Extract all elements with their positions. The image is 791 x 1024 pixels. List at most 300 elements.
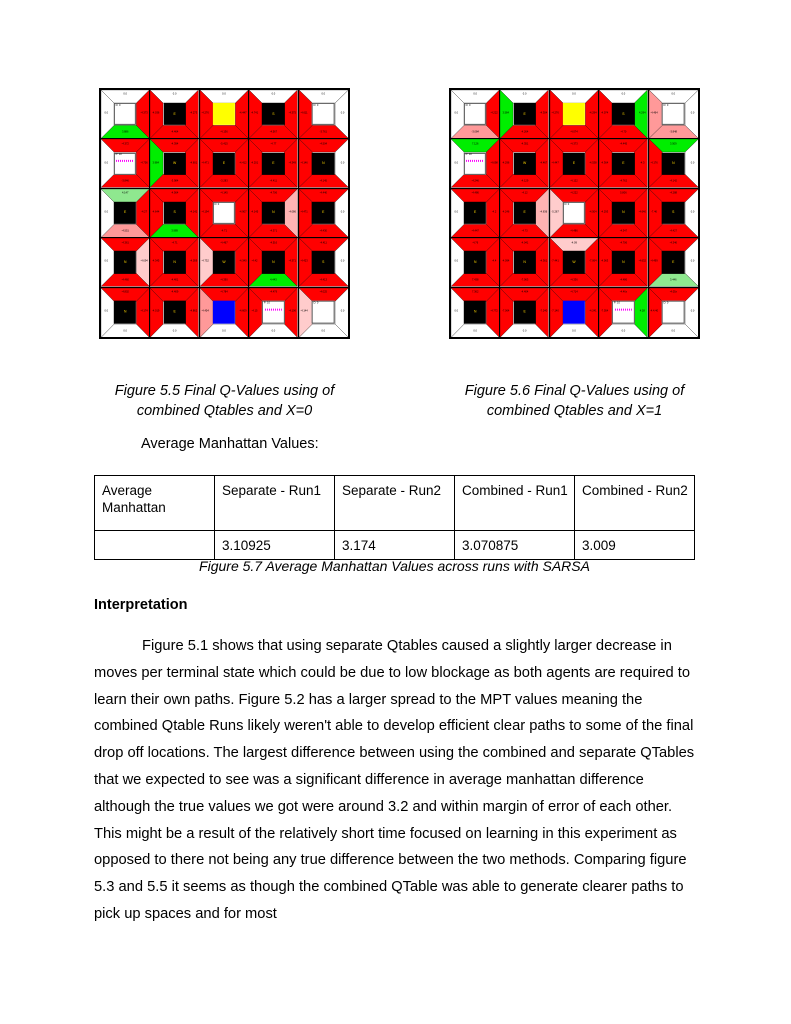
cell-center-open xyxy=(114,103,136,125)
cell-action-letter: N xyxy=(473,309,477,314)
qvalue-s: -4.427 xyxy=(669,229,677,233)
cell-action-letter: N xyxy=(272,210,275,215)
qvalue-s: -4.567 xyxy=(269,130,278,134)
qgrid-cell-r4-c2 xyxy=(200,288,249,337)
qvalue-w: -4.471 xyxy=(201,161,209,165)
qvalue-e: -4.640 xyxy=(638,210,646,214)
qgrid-cell-r4-c1 xyxy=(500,288,549,337)
qvalue-w: -7.054 xyxy=(600,310,609,313)
qvalue-w: -4.194 xyxy=(201,210,209,214)
qvalue-e: -4.636 xyxy=(539,210,548,214)
cell-center-blocked xyxy=(163,103,185,125)
qgrid-cell-r3-c2 xyxy=(550,238,599,287)
table-header-cell-4: Combined - Run2 xyxy=(575,476,695,531)
qvalue-s: -4.129 xyxy=(520,180,529,184)
qvalue-n: -4.346 xyxy=(669,241,677,245)
paragraph-text: Figure 5.1 shows that using separate Qtables caused a slightly larger decrease in moves per terminal state which could be due to low blockage as both agents are required to learn their own paths. Figure 5.2 has a larger spread to the MPT values meaning the combined Qtable Runs likely weren't able to develop efficient clear paths to some of the final drop off locations. The largest difference between using the combined and separate QTables that we expected to see was a significant difference in average manhattan difference although the true values we got were around 3.2 and within margin of error of each other. This might be a result of the relatively short time focused on learning in this experiment as opposed to there not being any true difference between the two methods. Comparing figure 5.3 and 5.5 it seems as though the combined QTable was able to generate clearer paths to pick up spaces and for most xyxy=(94,638,695,922)
qvalue-e: 4.28 xyxy=(639,310,645,313)
qvalue-e: -4.467 xyxy=(539,161,548,165)
cell-center-open xyxy=(114,152,136,174)
qgrid-cell-r4-c3 xyxy=(599,288,648,337)
average-manhattan-label: Average Manhattan Values: xyxy=(141,436,319,452)
qvalue-n: 0.0 xyxy=(123,93,127,97)
cell-center-open xyxy=(464,103,486,125)
qvalue-e: -4.241 xyxy=(589,310,597,313)
cell-center-blocked xyxy=(464,202,486,224)
qgrid-cell-r3-c0 xyxy=(101,238,150,287)
qvalue-w: -4.293 xyxy=(600,210,609,214)
qvalue-s: 3.446 xyxy=(670,278,677,282)
qvalue-n: -4.706 xyxy=(619,241,628,245)
cell-tag-label: D: 0 xyxy=(214,202,220,206)
interpretation-heading: Interpretation xyxy=(94,597,188,613)
qvalue-n: -4.409 xyxy=(170,290,179,294)
cell-tag-label: D: 0 xyxy=(564,202,570,206)
table-cell-0-4: 3.009 xyxy=(575,531,695,560)
qgrid-cell-r0-c1 xyxy=(500,90,549,139)
cell-action-letter: W xyxy=(572,259,576,264)
qvalue-e: 0.0 xyxy=(690,210,695,214)
qvalue-e: -4.632 xyxy=(638,260,646,264)
qvalue-n: -5.415 xyxy=(220,142,228,146)
qvalue-w: -4.471 xyxy=(300,210,308,214)
qvalue-w: -4.423 xyxy=(300,260,308,264)
cell-action-letter: N xyxy=(672,160,675,165)
qvalue-n: -4.71 xyxy=(171,241,178,245)
qvalue-w: -4.364 xyxy=(600,161,609,165)
cell-tag-label: D: 0 xyxy=(663,301,669,305)
qvalue-s: -4.762 xyxy=(619,180,628,184)
qgrid-cell-r2-c1 xyxy=(500,189,549,238)
cell-tag-label: D: 0 xyxy=(115,103,121,107)
qvalue-n: -4.802 xyxy=(121,290,129,294)
qvalue-e: 0.0 xyxy=(340,161,345,165)
qgrid-cells-1 xyxy=(101,90,348,337)
qgrid-cell-r2-c3 xyxy=(599,189,648,238)
qvalue-w: -4.611 xyxy=(300,111,308,115)
qvalue-n: -4.372 xyxy=(121,142,129,146)
qvalue-s: -3.283 xyxy=(220,180,228,184)
qvalue-s: -4.336 xyxy=(570,278,578,282)
passenger-stripe-marker xyxy=(614,309,632,311)
cell-action-letter: N xyxy=(523,259,526,264)
cell-action-letter: N xyxy=(473,259,477,264)
qvalue-n: -4.504 xyxy=(319,142,327,146)
cell-center-blocked xyxy=(612,251,634,273)
cell-action-letter: S xyxy=(672,210,675,215)
qvalue-n: 5.806 xyxy=(620,191,627,195)
qvalue-s: -4.145 xyxy=(319,180,327,184)
cell-center-blocked xyxy=(513,251,535,273)
table-header-cell-0: Average Manhattan xyxy=(95,476,215,531)
qvalue-e: -4.772 xyxy=(490,310,498,313)
qgrid-cell-r1-c3 xyxy=(249,139,298,188)
qgrid-cell-r2-c2 xyxy=(550,189,599,238)
qvalue-n: -4.486 xyxy=(471,191,479,195)
qvalue-s: 3.989 xyxy=(171,229,178,233)
qvalue-n: 3.509 xyxy=(670,142,677,146)
qvalue-w: -4.144 xyxy=(300,310,308,313)
qvalue-e: -4.349 xyxy=(288,161,296,165)
cell-action-letter: E xyxy=(322,210,325,215)
qvalue-e: 0.0 xyxy=(340,111,345,115)
qvalue-e: -4.294 xyxy=(589,111,597,115)
cell-center-blocked xyxy=(662,202,685,224)
cell-action-letter: N xyxy=(622,210,625,215)
qvalue-w: -4.345 xyxy=(152,260,160,264)
qvalue-n: 0.0 xyxy=(572,93,576,97)
cell-center-open xyxy=(612,301,634,324)
qvalue-w: -7.46 xyxy=(651,210,657,214)
cell-center-blocked xyxy=(513,103,535,125)
qvalue-e: -4.373 xyxy=(140,111,148,115)
qvalue-n: -4.288 xyxy=(669,191,677,195)
qvalue-e: -7.064 xyxy=(589,260,597,264)
cell-action-letter: W xyxy=(172,160,177,165)
qvalue-n: -4.77 xyxy=(270,142,277,146)
cell-center-open xyxy=(662,301,685,324)
qvalue-n: -4.12 xyxy=(521,191,528,195)
table-cell-0-2: 3.174 xyxy=(335,531,455,560)
qvalue-e: 0.0 xyxy=(340,210,345,214)
qvalue-e: -4.862 xyxy=(189,310,198,313)
cell-center-dropoff xyxy=(213,301,235,324)
qvalue-n: -4.411 xyxy=(319,241,327,245)
cell-tag-label: D: 0 xyxy=(313,103,319,107)
qvalue-s: 7.438 xyxy=(471,278,479,282)
qgrid-cell-r0-c3 xyxy=(249,90,298,139)
qvalue-e: -4.371 xyxy=(288,260,296,264)
qvalue-n: -4.041 xyxy=(520,241,529,245)
qvalue-w: -4.063 xyxy=(600,260,609,264)
qgrid-cell-r0-c0 xyxy=(101,90,150,139)
qvalue-w: -4.464 xyxy=(650,111,658,115)
qvalue-w: 0.0 xyxy=(454,310,459,313)
qvalue-e: -4.538 xyxy=(589,161,597,165)
qvalue-s: -4.413 xyxy=(319,278,327,282)
cell-action-letter: N xyxy=(123,309,127,314)
qvalue-s: -7.063 xyxy=(520,278,529,282)
qgrid-cell-r2-c2 xyxy=(200,189,249,238)
qgrid-cell-r0-c4 xyxy=(649,90,698,139)
cell-action-letter: S xyxy=(272,111,275,116)
cell-action-letter: E xyxy=(173,309,176,314)
qvalue-n: -4.564 xyxy=(170,191,179,195)
qvalue-w: 0.0 xyxy=(454,111,459,115)
qvalue-e: -4.174 xyxy=(140,310,148,313)
qgrid-cell-r4-c1 xyxy=(150,288,199,337)
cell-center-open xyxy=(312,301,335,324)
qvalue-e: 4.294 xyxy=(639,111,646,115)
cell-action-letter: E xyxy=(622,160,625,165)
cell-center-open xyxy=(213,202,235,224)
cell-center-blocked xyxy=(163,152,185,174)
qvalue-w: -4.145 xyxy=(250,210,259,214)
qvalue-n: -4.467 xyxy=(220,241,228,245)
qgrid-cell-r3-c1 xyxy=(150,238,199,287)
qvalue-n: -4.025 xyxy=(319,290,327,294)
qvalue-s: -4.074 xyxy=(570,130,578,134)
qgrid-cell-r0-c2 xyxy=(550,90,599,139)
qgrid-cell-r0-c0 xyxy=(451,90,500,139)
qvalue-w: -4.15 xyxy=(251,310,258,313)
figures-row xyxy=(0,88,791,340)
qvalue-e: -4.412 xyxy=(239,161,247,165)
qvalue-w: -7.140 xyxy=(551,310,559,313)
cell-action-letter: N xyxy=(123,259,127,264)
qvalue-w: -4.094 xyxy=(502,260,510,264)
qvalue-n: -4.76 xyxy=(472,241,479,245)
qvalue-n: -4.404 xyxy=(520,290,529,294)
qgrid-cell-r4-c2 xyxy=(550,288,599,337)
qvalue-grid-figure-5-6 xyxy=(449,88,700,339)
qgrid-cell-r3-c4 xyxy=(649,238,698,287)
qvalue-w: -4.201 xyxy=(250,161,259,165)
cell-action-letter: E xyxy=(523,309,526,314)
qvalue-s: 0.0 xyxy=(522,329,527,333)
qgrid-cell-r0-c4 xyxy=(299,90,348,139)
qvalue-w: -4.644 xyxy=(152,210,160,214)
qgrid-cell-r2-c3 xyxy=(249,189,298,238)
qgrid-cell-r1-c1 xyxy=(150,139,199,188)
qgrid-cell-r3-c4 xyxy=(299,238,348,287)
qvalue-n: 0.0 xyxy=(522,93,527,97)
qgrid-cell-r3-c3 xyxy=(599,238,648,287)
cell-center-blocked xyxy=(163,251,185,273)
cell-center-blocked xyxy=(312,251,335,273)
figure-5-6-caption: Figure 5.6 Final Q-Values using of combined Qtables and X=1 xyxy=(464,383,685,419)
cell-center-open xyxy=(262,301,284,324)
qvalue-w: -4.42 xyxy=(251,260,258,264)
cell-center-dropoff xyxy=(563,301,585,324)
cell-center-blocked xyxy=(612,152,634,174)
cell-action-letter: S xyxy=(622,111,625,116)
qvalue-s: -4.401 xyxy=(170,278,179,282)
qvalue-w: -4.296 xyxy=(502,161,510,165)
qgrid-cell-r0-c1 xyxy=(150,90,199,139)
table-cell-0-3: 3.070875 xyxy=(455,531,575,560)
qgrid-cell-r4-c0 xyxy=(451,288,500,337)
qgrid-cell-r1-c0 xyxy=(451,139,500,188)
qvalue-e: -4.27 xyxy=(141,210,148,214)
cell-action-letter: E xyxy=(523,210,526,215)
qvalue-n: 0.0 xyxy=(473,93,477,97)
qvalue-w: -4.499 xyxy=(650,260,658,264)
cell-center-blocked xyxy=(513,202,535,224)
qvalue-n: -4.46x xyxy=(619,290,627,294)
cell-center-blocked xyxy=(464,301,486,324)
qvalue-e: -4.504 xyxy=(589,210,597,214)
qvalue-n: -4.373 xyxy=(570,142,578,146)
qvalue-e: 0.0 xyxy=(690,260,695,264)
cell-center-blocked xyxy=(262,202,284,224)
cell-tag-label: D: 0 xyxy=(465,103,471,107)
qvalue-w: -4.074 xyxy=(600,111,609,115)
qvalue-s: -4.371 xyxy=(269,229,278,233)
cell-center-blocked xyxy=(114,202,136,224)
qvalue-s: -3.984 xyxy=(170,180,179,184)
qvalue-s: -4.246 xyxy=(471,180,479,184)
qvalue-n: -4.222 xyxy=(570,191,578,195)
cell-tag-label: P: 10 xyxy=(465,153,472,157)
table-cell-0-1: 3.10925 xyxy=(215,531,335,560)
cell-action-letter: N xyxy=(272,259,275,264)
qvalue-n: -4.09 xyxy=(571,241,577,245)
qvalue-w: -4.019 xyxy=(152,310,160,313)
cell-center-blocked xyxy=(262,251,284,273)
qvalue-n: 0.0 xyxy=(271,93,276,97)
cell-center-blocked xyxy=(563,152,585,174)
cell-action-letter: W xyxy=(522,160,527,165)
qgrid-cell-r3-c0 xyxy=(451,238,500,287)
cell-tag-label: P: 10 xyxy=(115,153,122,157)
cell-action-letter: N xyxy=(322,160,325,165)
qvalue-e: -4.4 xyxy=(491,260,497,264)
qvalue-w: -4.4.40 xyxy=(649,310,659,313)
qvalue-n: 4.147 xyxy=(121,191,129,195)
cell-action-letter: E xyxy=(523,111,526,116)
cell-center-blocked xyxy=(513,152,535,174)
qvalue-s: -4.73 xyxy=(521,229,528,233)
qvalue-s: 0.0 xyxy=(222,329,226,333)
qvalue-w: -4.447 xyxy=(551,161,559,165)
qvalue-n: -4.706 xyxy=(269,191,278,195)
qvalue-s: 4.443 xyxy=(270,278,277,282)
cell-action-letter: E xyxy=(124,210,127,215)
qgrid-cell-r0-c2 xyxy=(200,90,249,139)
qvalue-s: 0.0 xyxy=(671,329,676,333)
cell-action-letter: E xyxy=(222,160,226,165)
qvalue-n: -4.445 xyxy=(619,142,628,146)
cell-center-blocked xyxy=(262,103,284,125)
qvalue-e: -4.3 xyxy=(640,161,645,165)
qvalue-w: 3.584 xyxy=(502,111,509,115)
qvalue-s: -4.486 xyxy=(570,229,578,233)
cell-center-blocked xyxy=(213,251,235,273)
qgrid-cell-r1-c1 xyxy=(500,139,549,188)
qvalue-e: 0.0 xyxy=(690,161,695,165)
cell-center-blocked xyxy=(612,202,634,224)
qvalue-w: 0.0 xyxy=(104,310,109,313)
qvalue-w: 3.984 xyxy=(152,161,159,165)
qvalue-s: -3.761 xyxy=(319,130,327,134)
qvalue-n: -4.361 xyxy=(121,241,129,245)
qgrid-cell-r2-c0 xyxy=(101,189,150,238)
qvalue-e: 0.0 xyxy=(690,310,695,313)
cell-center-blocked xyxy=(662,251,685,273)
cell-center-blocked xyxy=(114,301,136,324)
cell-tag-label: D: 0 xyxy=(313,301,319,305)
qgrid-cell-r2-c4 xyxy=(299,189,348,238)
qvalue-n: 0.0 xyxy=(621,93,626,97)
qvalue-e: -4.2 xyxy=(491,210,497,214)
qvalue-s: -4.390 xyxy=(220,278,228,282)
qvalue-w: 0.0 xyxy=(104,111,109,115)
cell-action-letter: E xyxy=(272,160,275,165)
qgrid-cell-r1-c3 xyxy=(599,139,648,188)
qvalue-w: -4.176 xyxy=(650,161,658,165)
qvalue-e: -4.059 xyxy=(189,260,198,264)
cell-center-blocked xyxy=(464,251,486,273)
qgrid-cell-r0-c3 xyxy=(599,90,648,139)
qvalue-w: 0.0 xyxy=(454,260,459,264)
cell-action-letter: E xyxy=(173,111,176,116)
qvalue-w: 0.0 xyxy=(104,161,109,165)
qvalue-s: -4.136 xyxy=(220,130,228,134)
qvalue-e: 0.0 xyxy=(340,310,345,313)
qvalue-n: 7.126 xyxy=(471,142,479,146)
table-header-cell-2: Separate - Run2 xyxy=(335,476,455,531)
qgrid-cell-r4-c4 xyxy=(299,288,348,337)
qvalue-w: 0.0 xyxy=(454,161,459,165)
qvalue-e: -4.375 xyxy=(288,111,296,115)
cell-center-pickup xyxy=(213,103,235,125)
qgrid-cell-r3-c2 xyxy=(200,238,249,287)
qvalue-s: -4.460 xyxy=(121,278,129,282)
qvalue-n: -4.516 xyxy=(269,241,278,245)
qvalue-s: 0.0 xyxy=(321,329,326,333)
qvalue-n: -4.394 xyxy=(170,142,179,146)
cell-center-open xyxy=(563,202,585,224)
cell-center-open xyxy=(464,152,486,174)
passenger-stripe-marker xyxy=(116,160,134,162)
cell-center-blocked xyxy=(114,251,136,273)
qvalue-n: -4.351 xyxy=(520,142,529,146)
cell-center-blocked xyxy=(563,251,585,273)
qvalue-e: -4.361 xyxy=(539,260,548,264)
qvalue-n: -4.784 xyxy=(220,290,228,294)
qvalue-w: -5.267 xyxy=(551,210,559,214)
qvalue-n: -4.145 xyxy=(220,191,228,195)
cell-center-blocked xyxy=(612,103,634,125)
qvalue-n: 0.0 xyxy=(671,93,676,97)
average-manhattan-table xyxy=(94,475,695,560)
cell-center-blocked xyxy=(662,152,685,174)
cell-center-blocked xyxy=(312,152,335,174)
qvalue-e: -4.142 xyxy=(189,210,198,214)
qvalue-e: 0.0 xyxy=(340,260,345,264)
qvalue-s: -4.122 xyxy=(570,180,578,184)
cell-tag-label: P: 10 xyxy=(613,301,620,305)
qvalue-s: -4.347 xyxy=(619,229,628,233)
qvalue-e: -4.698 xyxy=(490,161,498,165)
qvalue-n: 0.0 xyxy=(172,93,177,97)
qgrid-cell-r1-c2 xyxy=(550,139,599,188)
qvalue-n: -4.714 xyxy=(570,290,578,294)
qvalue-s: 0.0 xyxy=(572,329,576,333)
qvalue-w: -4.276 xyxy=(201,111,209,115)
qgrid-cell-r4-c3 xyxy=(249,288,298,337)
figure-5-5-caption: Figure 5.5 Final Q-Values using of combined Qtables and X=0 xyxy=(114,383,335,419)
qgrid-cell-r1-c2 xyxy=(200,139,249,188)
qgrid-cell-r2-c1 xyxy=(150,189,199,238)
figure-5-7-caption: Figure 5.7 Average Manhattan Values across runs with SARSA xyxy=(199,558,590,574)
qgrid-cell-r1-c4 xyxy=(299,139,348,188)
qvalue-n: -4.05x xyxy=(669,290,677,294)
cell-action-letter: E xyxy=(672,259,675,264)
qvalue-s: -4.70 xyxy=(620,130,627,134)
qvalue-w: -4.246 xyxy=(502,210,510,214)
cell-action-letter: N xyxy=(173,259,176,264)
qgrid-cell-r3-c1 xyxy=(500,238,549,287)
qvalue-s: -4.551 xyxy=(121,229,129,233)
passenger-stripe-marker xyxy=(466,160,484,162)
cell-center-blocked xyxy=(262,152,284,174)
qvalue-s: 0.0 xyxy=(123,329,127,333)
cell-center-blocked xyxy=(163,202,185,224)
qvalue-s: -4.142 xyxy=(669,180,677,184)
qvalue-s: -4.411 xyxy=(269,180,277,184)
